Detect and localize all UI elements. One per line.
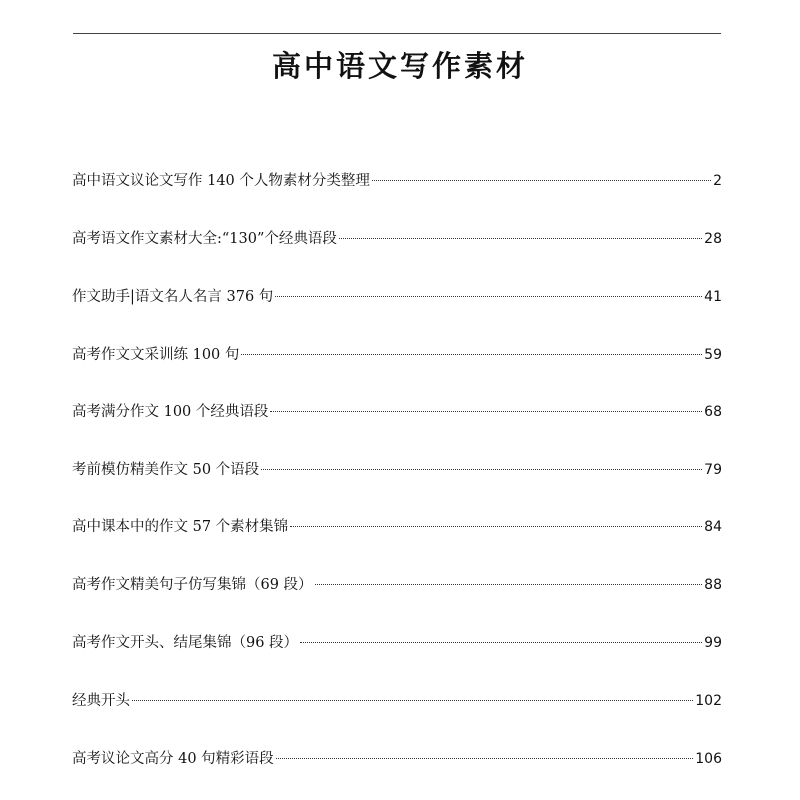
toc-entry-title: 经典开头 <box>72 693 130 709</box>
toc-entry[interactable] <box>72 170 722 192</box>
toc-dot-leader <box>275 296 702 297</box>
table-of-contents <box>72 0 722 800</box>
toc-entry[interactable] <box>72 286 722 308</box>
toc-entry-title: 作文助手|语文名人名言 376 句 <box>72 289 274 305</box>
toc-dot-leader <box>241 354 702 355</box>
toc-dot-leader <box>339 238 702 239</box>
toc-entry-title: 高考作文开头、结尾集锦（96 段） <box>72 635 299 651</box>
toc-dot-leader <box>132 700 693 701</box>
toc-entry-title: 高考议论文高分 40 句精彩语段 <box>72 751 274 767</box>
toc-entry-title: 高中课本中的作文 57 个素材集锦 <box>72 519 289 535</box>
toc-entry-page: 28 <box>704 231 722 247</box>
toc-dot-leader <box>372 180 711 181</box>
toc-dot-leader <box>290 526 702 527</box>
toc-entry-page: 68 <box>704 404 722 420</box>
toc-dot-leader <box>261 469 702 470</box>
toc-entry-page: 106 <box>695 751 722 767</box>
toc-entry-title: 高考作文文采训练 100 句 <box>72 347 240 363</box>
toc-entry-title: 考前模仿精美作文 50 个语段 <box>72 462 260 478</box>
toc-entry-page: 79 <box>704 462 722 478</box>
toc-dot-leader <box>276 758 694 759</box>
toc-entry[interactable] <box>72 516 722 538</box>
toc-entry-page: 2 <box>713 173 722 189</box>
toc-entry-page: 84 <box>704 519 722 535</box>
toc-entry-page: 99 <box>704 635 722 651</box>
toc-entry-page: 41 <box>704 289 722 305</box>
toc-entry-title: 高考作文精美句子仿写集锦（69 段） <box>72 577 313 593</box>
toc-dot-leader <box>270 411 702 412</box>
toc-entry[interactable] <box>72 459 722 481</box>
toc-entry-title: 高考满分作文 100 个经典语段 <box>72 404 269 420</box>
document-title: 高中语文写作素材 <box>271 49 528 83</box>
toc-entry[interactable] <box>72 401 722 423</box>
toc-entry[interactable] <box>72 574 722 596</box>
toc-entry-title: 高中语文议论文写作 140 个人物素材分类整理 <box>72 173 370 189</box>
toc-entry[interactable] <box>72 690 722 712</box>
toc-entry-page: 102 <box>695 693 722 709</box>
toc-entry-page: 59 <box>704 347 722 363</box>
toc-entry[interactable] <box>72 228 722 250</box>
toc-entry[interactable] <box>72 748 722 770</box>
toc-entry-page: 88 <box>704 577 722 593</box>
toc-entry[interactable] <box>72 632 722 654</box>
toc-dot-leader <box>300 642 702 643</box>
toc-entry-title: 高考语文作文素材大全:“130”个经典语段 <box>72 231 337 247</box>
toc-entry[interactable] <box>72 344 722 366</box>
toc-dot-leader <box>315 584 703 585</box>
